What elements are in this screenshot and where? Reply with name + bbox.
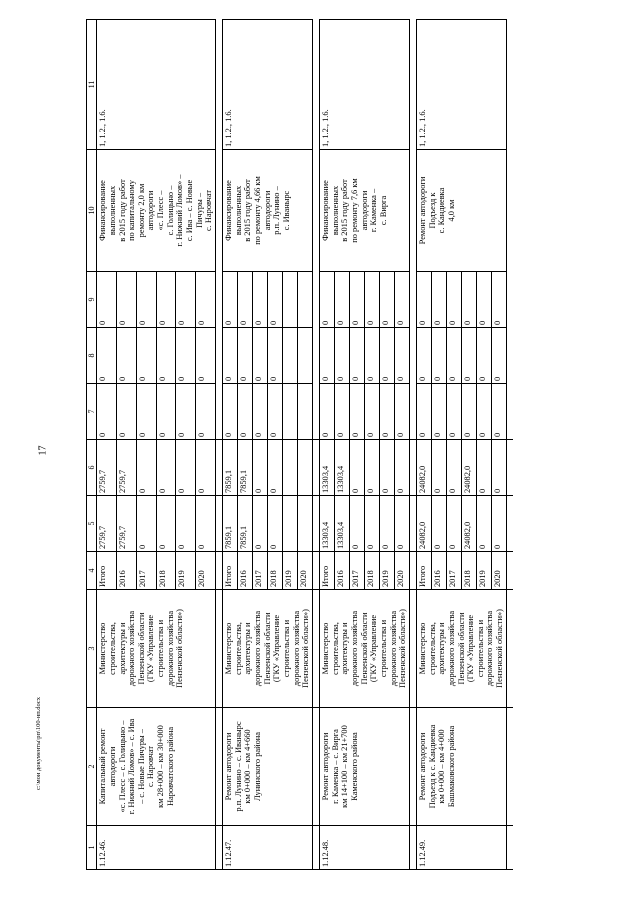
amount-cell: 0 [117,272,137,328]
amount-cell: 0 [176,272,196,328]
amount-cell: 13303,4 [319,440,334,496]
year-cell: 2020 [394,552,409,590]
amount-cell: 0 [394,440,409,496]
year-cell: 2018 [156,552,176,590]
amount-cell: 0 [446,384,461,440]
amount-cell: 0 [379,496,394,552]
amount-cell: 0 [364,328,379,384]
amount-cell: 0 [349,272,364,328]
amount-cell: 0 [394,272,409,328]
amount-cell: 0 [223,328,238,384]
amount-cell: 0 [117,328,137,384]
amount-cell: 7859,1 [223,440,238,496]
amount-cell: 24082,0 [461,440,476,496]
amount-cell: 0 [461,328,476,384]
amount-cell: 0 [349,496,364,552]
amount-cell: 0 [156,272,176,328]
year-cell: 2017 [136,552,156,590]
amount-cell: 0 [476,328,491,384]
year-cell: 2020 [196,552,216,590]
year-cell: 2019 [283,552,298,590]
spacer-row [506,20,513,870]
row-number: 1.12.47. [223,826,313,870]
column-header: 7 [87,384,97,440]
column-header: 5 [87,496,97,552]
amount-cell: 0 [136,328,156,384]
page-number: 17 [37,445,49,456]
amount-cell [297,440,312,496]
year-cell: 2019 [176,552,196,590]
amount-cell: 0 [476,384,491,440]
amount-cell: 0 [431,272,446,328]
amount-cell [283,384,298,440]
amount-cell: 24082,0 [416,440,431,496]
executor-org: Министерство строительства, архитектуры и дорожного хозяйства Пензенской области (ГКУ «Управление строительства и дорожного хозяйства Пензенской области») [97,590,216,708]
amount-cell: 0 [446,440,461,496]
amount-cell: 7859,1 [238,440,253,496]
column-header: 3 [87,590,97,708]
amount-cell: 0 [196,496,216,552]
amount-cell: 0 [156,496,176,552]
year-cell: 2016 [431,552,446,590]
expected-result: Финансирование выполненных в 2015 году работ по ремонту 7,6 км автодороги г. Каменка – с. Вирга [319,150,409,272]
amount-cell: 0 [379,384,394,440]
amount-cell: 0 [491,384,506,440]
table-row [416,20,431,870]
spacer-row [216,20,223,870]
amount-cell: 0 [349,440,364,496]
year-cell: Итого [319,552,334,590]
spacer-row [409,20,416,870]
amount-cell: 0 [319,328,334,384]
expected-result: Ремонт автодороги Подъезд к с. Кандиевка 4,0 км [416,150,506,272]
amount-cell: 0 [364,384,379,440]
year-cell: 2016 [334,552,349,590]
amount-cell: 0 [446,328,461,384]
amount-cell: 0 [416,272,431,328]
amount-cell: 0 [394,496,409,552]
amount-cell: 0 [176,496,196,552]
amount-cell: 0 [491,272,506,328]
indicator-refs: 1, 1.2., 1.6. [97,20,216,150]
amount-cell [283,440,298,496]
amount-cell: 0 [253,272,268,328]
row-number: 1.12.46. [97,826,216,870]
amount-cell [283,496,298,552]
amount-cell: 0 [268,272,283,328]
spacer-row [312,20,319,870]
column-header: 1 [87,826,97,870]
amount-cell: 0 [491,440,506,496]
table-container [86,20,634,870]
table-row [223,20,238,870]
amount-cell: 0 [431,328,446,384]
amount-cell: 0 [394,384,409,440]
amount-cell: 0 [196,384,216,440]
footer-path: c:\мои документы\рп\100-нп.docx [34,697,42,790]
row-number: 1.12.48. [319,826,409,870]
amount-cell: 0 [461,384,476,440]
table-row [97,20,117,870]
amount-cell: 0 [334,384,349,440]
amount-cell: 0 [268,384,283,440]
year-cell: 2019 [476,552,491,590]
amount-cell: 0 [176,440,196,496]
amount-cell: 0 [268,496,283,552]
column-header: 11 [87,20,97,150]
header-row [87,20,97,870]
amount-cell: 0 [491,328,506,384]
year-cell: 2020 [297,552,312,590]
indicator-refs: 1, 1.2., 1.6. [223,20,313,150]
indicator-refs: 1, 1.2., 1.6. [416,20,506,150]
amount-cell: 0 [349,328,364,384]
expected-result: Финансирование выполненных в 2015 году работ по ремонту 4,66 км автодороги р.п. Лунино – с. Иванырс [223,150,313,272]
amount-cell: 0 [196,272,216,328]
amount-cell: 0 [156,440,176,496]
amount-cell: 0 [476,440,491,496]
column-header: 10 [87,150,97,272]
amount-cell: 0 [156,384,176,440]
year-cell: Итого [416,552,431,590]
amount-cell: 0 [446,496,461,552]
amount-cell: 0 [196,440,216,496]
amount-cell: 0 [238,384,253,440]
year-cell: 2020 [491,552,506,590]
amount-cell: 0 [238,272,253,328]
year-cell: 2017 [349,552,364,590]
amount-cell: 0 [97,272,117,328]
amount-cell: 0 [364,440,379,496]
amount-cell: 0 [461,272,476,328]
amount-cell: 2759,7 [97,496,117,552]
expected-result: Финансирование выполненных в 2015 году работ по капитальному ремонту 2,0 км автодороги «с. Плесс – с. Голицыно – г. Нижний Ломов» – с. Ива – с. Новые Пичуры – с. Наровчат [97,150,216,272]
amount-cell: 7859,1 [238,496,253,552]
amount-cell: 0 [379,440,394,496]
amount-cell: 13303,4 [334,496,349,552]
year-cell: 2017 [446,552,461,590]
amount-cell [297,328,312,384]
indicator-refs: 1, 1.2., 1.6. [319,20,409,150]
amount-cell: 0 [416,384,431,440]
executor-org: Министерство строительства, архитектуры и дорожного хозяйства Пензенской области (ГКУ «Управление строительства и дорожного хозяйства Пензенской области») [223,590,313,708]
amount-cell: 0 [476,496,491,552]
amount-cell: 0 [176,328,196,384]
table-row [319,20,334,870]
amount-cell: 0 [117,384,137,440]
amount-cell: 0 [431,440,446,496]
amount-cell: 0 [431,384,446,440]
project-name: Ремонт автодороги г. Каменка – с. Вирга км 14+100 – км 21+700 Каменского района [319,708,409,826]
amount-cell [297,384,312,440]
amount-cell [283,272,298,328]
year-cell: 2018 [364,552,379,590]
amount-cell: 0 [253,440,268,496]
amount-cell: 0 [136,384,156,440]
amount-cell: 0 [176,384,196,440]
amount-cell: 2759,7 [117,440,137,496]
year-cell: 2018 [268,552,283,590]
amount-cell: 0 [97,328,117,384]
amount-cell: 0 [364,272,379,328]
amount-cell: 0 [446,272,461,328]
amount-cell: 0 [379,328,394,384]
amount-cell: 7859,1 [223,496,238,552]
amount-cell: 13303,4 [334,440,349,496]
amount-cell: 0 [379,272,394,328]
executor-org: Министерство строительства, архитектуры и дорожного хозяйства Пензенской области (ГКУ «Управление строительства и дорожного хозяйства Пензенской области») [319,590,409,708]
amount-cell: 0 [268,440,283,496]
column-header: 4 [87,552,97,590]
amount-cell: 0 [491,496,506,552]
project-name: Капитальный ремонт автодороги «с. Плесс – с. Голицыно – г. Нижний Ломов» – с. Ива – с. Новые Пичуры – с. Наровчат км 28+000 – км 30+000 Наровчатского района [97,708,216,826]
amount-cell: 0 [319,272,334,328]
column-header: 8 [87,328,97,384]
amount-cell: 0 [136,272,156,328]
amount-cell: 0 [476,272,491,328]
year-cell: 2016 [117,552,137,590]
amount-cell: 0 [136,440,156,496]
amount-cell: 2759,7 [97,440,117,496]
year-cell: Итого [97,552,117,590]
amount-cell: 0 [253,496,268,552]
amount-cell [283,328,298,384]
amount-cell: 0 [223,272,238,328]
amount-cell: 24082,0 [416,496,431,552]
program-table [86,19,513,870]
amount-cell: 0 [431,496,446,552]
amount-cell: 24082,0 [461,496,476,552]
project-name: Ремонт автодороги р.п. Лунино – с. Иванырс км 0+000 – км 4+660 Лунинского района [223,708,313,826]
amount-cell: 0 [334,272,349,328]
project-name: Ремонт автодороги Подъезд к с. Кандиевка км 0+000 – км 4+000 Башмаковского района [416,708,506,826]
column-header: 2 [87,708,97,826]
amount-cell [297,272,312,328]
amount-cell: 0 [364,496,379,552]
amount-cell: 0 [416,328,431,384]
amount-cell: 0 [319,384,334,440]
executor-org: Министерство строительства, архитектуры и дорожного хозяйства Пензенской области (ГКУ «Управление строительства и дорожного хозяйства Пензенской области») [416,590,506,708]
amount-cell: 0 [394,328,409,384]
column-header: 6 [87,440,97,496]
amount-cell: 0 [268,328,283,384]
amount-cell: 0 [136,496,156,552]
amount-cell: 0 [196,328,216,384]
column-header: 9 [87,272,97,328]
amount-cell [297,496,312,552]
amount-cell: 0 [349,384,364,440]
year-cell: 2018 [461,552,476,590]
amount-cell: 0 [97,384,117,440]
year-cell: 2017 [253,552,268,590]
year-cell: 2019 [379,552,394,590]
year-cell: 2016 [238,552,253,590]
amount-cell: 13303,4 [319,496,334,552]
amount-cell: 0 [238,328,253,384]
amount-cell: 0 [223,384,238,440]
amount-cell: 0 [334,328,349,384]
amount-cell: 2759,7 [117,496,137,552]
year-cell: Итого [223,552,238,590]
amount-cell: 0 [156,328,176,384]
amount-cell: 0 [253,328,268,384]
amount-cell: 0 [253,384,268,440]
row-number: 1.12.49. [416,826,506,870]
